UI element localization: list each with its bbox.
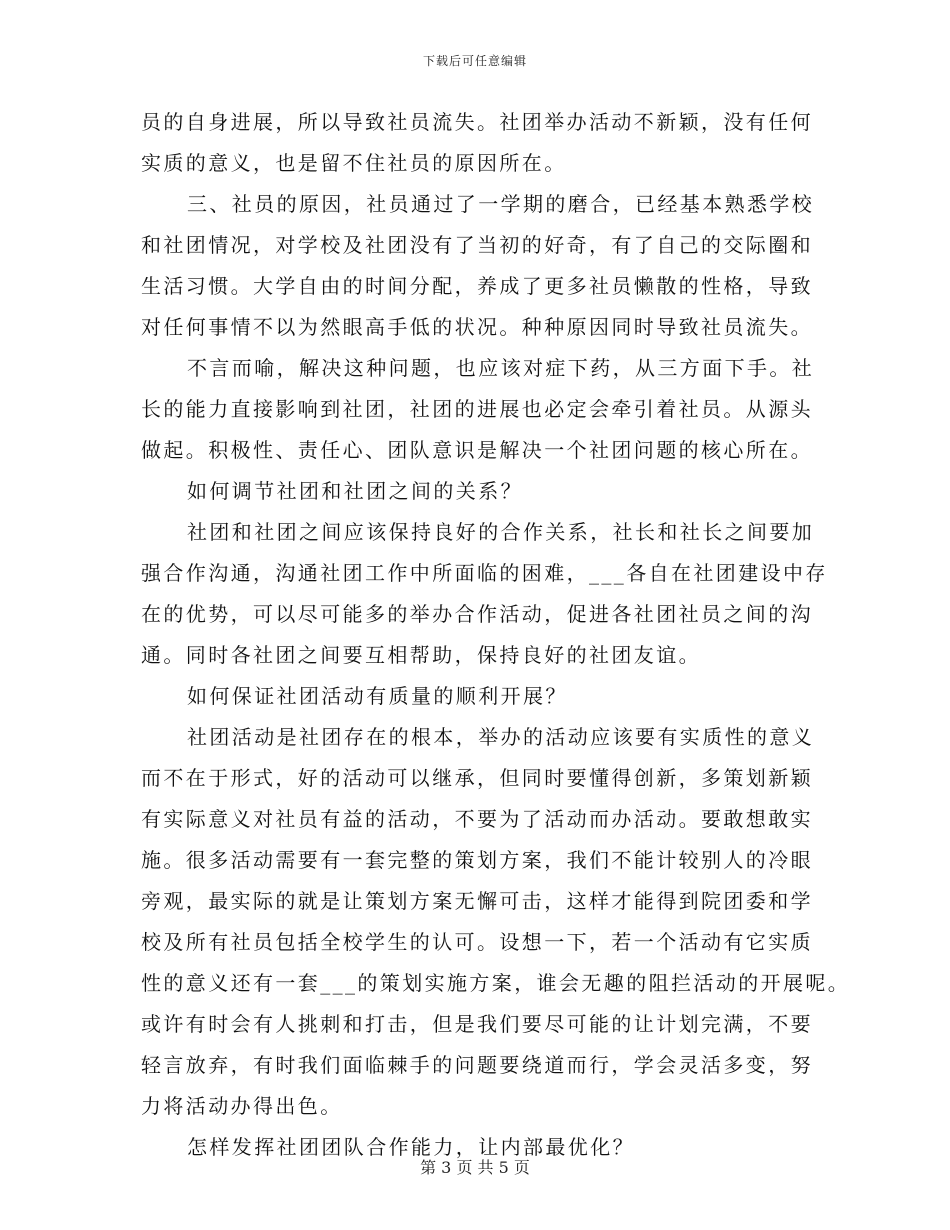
text-line: 生活习惯。大学自由的时间分配，养成了更多社员懒散的性格，导致 xyxy=(141,274,813,298)
paragraph-start: 三、社员的原因，社员通过了一学期的磨合，已经基本熟悉学校 xyxy=(187,192,815,216)
text-line: 而不在于形式，好的活动可以继承，但同时要懂得创新，多策划新颖 xyxy=(141,766,813,790)
document-body xyxy=(141,102,851,1168)
text-line: 旁观，最实际的就是让策划方案无懈可击，这样才能得到院团委和学 xyxy=(141,889,813,913)
paragraph-start: 不言而喻，解决这种问题，也应该对症下药，从三方面下手。社 xyxy=(187,356,815,380)
text-line: 对任何事情不以为然眼高手低的状况。种种原因同时导致社员流失。 xyxy=(141,315,813,339)
text-line: 或许有时会有人挑刺和打击，但是我们要尽可能的让计划完满，不要 xyxy=(141,1012,813,1036)
text-line: 有实际意义对社员有益的活动，不要为了活动而办活动。要敢想敢实 xyxy=(141,807,813,831)
page-header-note: 下载后可任意编辑 xyxy=(422,54,527,68)
text-line: 在的优势，可以尽可能多的举办合作活动，促进各社团社员之间的沟 xyxy=(141,602,813,626)
text-line: 轻言放弃，有时我们面临棘手的问题要绕道而行，学会灵活多变，努 xyxy=(141,1053,813,1077)
text-line: 做起。积极性、责任心、团队意识是解决一个社团问题的核心所在。 xyxy=(141,438,813,462)
text-line: 施。很多活动需要有一套完整的策划方案，我们不能计较别人的冷眼 xyxy=(141,848,813,872)
paragraph-start: 社团和社团之间应该保持良好的合作关系，社长和社长之间要加 xyxy=(187,520,815,544)
text-line: 通。同时各社团之间要互相帮助，保持良好的社团友谊。 xyxy=(141,643,701,667)
section-question: 如何调节社团和社团之间的关系？ xyxy=(187,479,523,503)
text-line: 校及所有社员包括全校学生的认可。设想一下，若一个活动有它实质 xyxy=(141,930,813,954)
paragraph-start: 社团活动是社团存在的根本，举办的活动应该要有实质性的意义 xyxy=(187,725,815,749)
text-line: 实质的意义，也是留不住社员的原因所在。 xyxy=(141,151,567,175)
page-number-footer: 第 3 页 共 5 页 xyxy=(420,1158,530,1177)
text-line: 性的意义还有一套___的策划实施方案，谁会无趣的阻拦活动的开展呢。 xyxy=(141,971,851,995)
text-line: 员的自身进展，所以导致社员流失。社团举办活动不新颖，没有任何 xyxy=(141,110,813,134)
text-line: 长的能力直接影响到社团，社团的进展也必定会牵引着社员。从源头 xyxy=(141,397,813,421)
section-question: 怎样发挥社团团队合作能力，让内部最优化？ xyxy=(187,1135,635,1159)
text-line: 强合作沟通，沟通社团工作中所面临的困难，___各自在社团建设中存 xyxy=(141,561,828,585)
section-question: 如何保证社团活动有质量的顺利开展？ xyxy=(187,684,568,708)
text-line: 力将活动办得出色。 xyxy=(141,1094,343,1118)
text-line: 和社团情况，对学校及社团没有了当初的好奇，有了自己的交际圈和 xyxy=(141,233,813,257)
